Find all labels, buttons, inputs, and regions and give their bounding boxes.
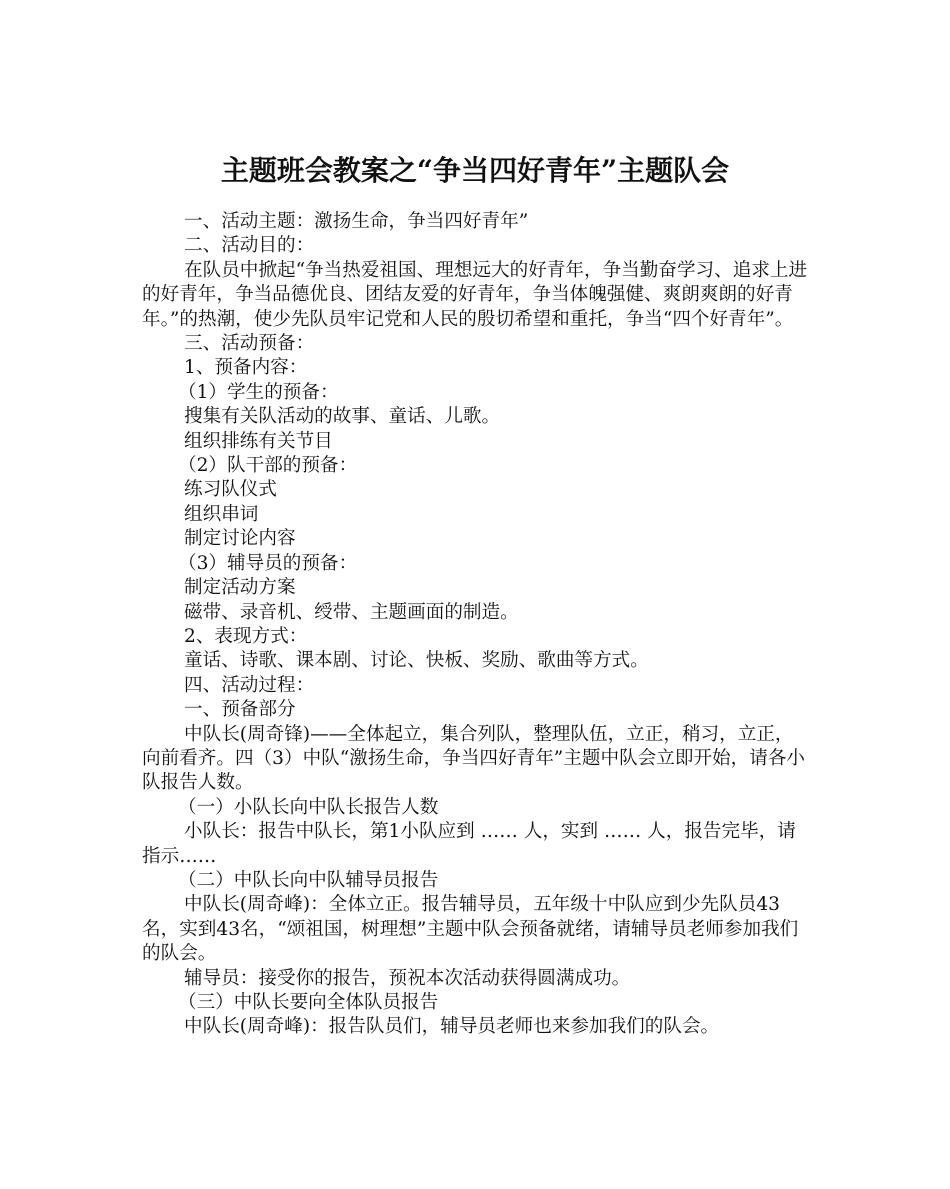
dialogue-paragraph: 辅导员：接受你的报告，预祝本次活动获得圆满成功。 [184,967,631,989]
dialogue-paragraph: 小队长：报告中队长，第1小队应到 …… 人，实到 …… 人，报告完毕，请指示…… [142,821,796,867]
purpose-paragraph: 在队员中掀起“争当热爱祖国、理想远大的好青年，争当勤奋学习、追求上进的好青年，争当品德优良、团结友爱的好青年，争当体魄强健、爽朗爽朗的好青年。”的热潮，使少先队员牢记党和人民的殷切希望和重托，争当“四个好青年”。 [142,259,808,330]
dialogue-paragraph: 中队长(周奇峰)：报告队员们，辅导员老师也来参加我们的队会。 [184,1016,720,1038]
subheading-expression-methods: 2、表现方式： [184,625,308,647]
dialogue-paragraph: 中队长(周奇峰)：全体立正。报告辅导员，五年级十中队应到少先队员43名，实到43名，“颂祖国，树理想”主题中队会预备就绪，请辅导员老师参加我们的队会。 [142,894,799,965]
list-item: 组织串词 [184,503,259,525]
document-title: 主题班会教案之“争当四好青年”主题队会 [220,153,730,187]
subheading-preparation-content: 1、预备内容： [184,357,308,379]
list-item: 搜集有关队活动的故事、童话、儿歌。 [184,406,501,428]
subheading-cadre-preparation: （2）队干部的预备： [178,455,358,477]
list-item: 练习队仪式 [184,479,277,501]
subheading-student-preparation: （1）学生的预备： [178,381,339,403]
list-item: 制定活动方案 [184,577,296,599]
subheading-counselor-preparation: （3）辅导员的预备： [178,552,358,574]
subheading-report-count: （一）小队长向中队长报告人数 [178,796,439,818]
section-heading-process: 四、活动过程： [184,674,315,696]
list-item: 制定讨论内容 [184,528,296,550]
subheading-report-counselor: （二）中队长向中队辅导员报告 [178,869,439,891]
subheading-report-all-members: （三）中队长要向全体队员报告 [178,992,439,1013]
list-item: 组织排练有关节目 [184,430,333,452]
section-heading-purpose: 二、活动目的： [184,235,315,257]
section-heading-theme: 一、活动主题：激扬生命，争当四好青年” [184,211,529,232]
dialogue-paragraph: 中队长(周奇锋)——全体起立，集合列队，整理队伍，立正，稍习，立正，向前看齐。四（3）中队“激扬生命，争当四好青年”主题中队会立即开始，请各小队报告人数。 [142,723,806,794]
list-item: 童话、诗歌、课本剧、讨论、快板、奖励、歌曲等方式。 [184,650,649,672]
subheading-preparation-part: 一、预备部分 [184,699,296,721]
document-body [142,210,812,1040]
section-heading-preparation: 三、活动预备： [184,333,315,355]
list-item: 磁带、录音机、绶带、主题画面的制造。 [184,601,519,623]
